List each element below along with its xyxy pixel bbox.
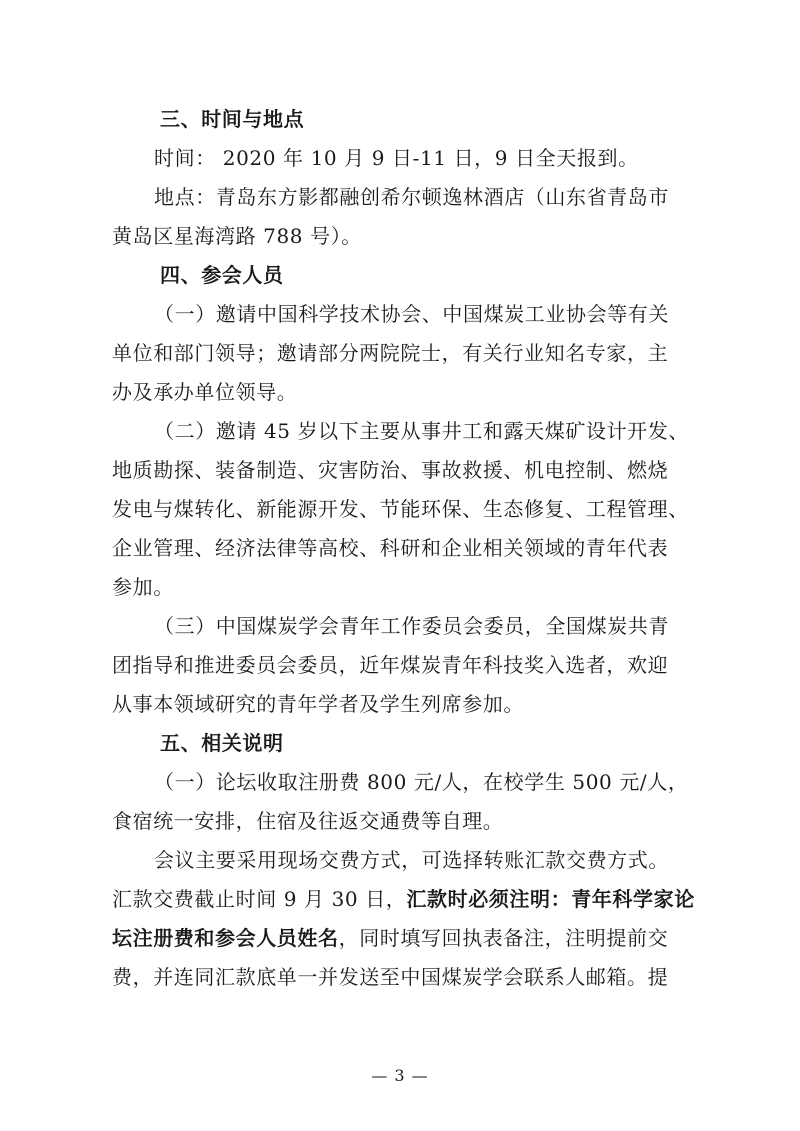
section-heading-time-location: 三、时间与地点	[160, 107, 305, 131]
paragraph-line: 费，并连同汇款底单一并发送至中国煤炭学会联系人邮箱。提	[112, 965, 669, 989]
paragraph-line: （一）邀请中国科学技术协会、中国煤炭工业协会等有关	[154, 302, 669, 326]
emphasis-text: 坛注册费和参会人员姓名	[112, 926, 339, 950]
paragraph-line: 从事本领域研究的青年学者及学生列席参加。	[112, 692, 524, 716]
paragraph-line: 企业管理、经济法律等高校、科研和企业相关领域的青年代表	[112, 536, 669, 560]
paragraph-line: （二）邀请 45 岁以下主要从事井工和露天煤矿设计开发、	[154, 419, 689, 443]
location-line-cont: 黄岛区星海湾路 788 号）。	[112, 224, 362, 248]
text-span: ，同时填写回执表备注，注明提前交	[338, 926, 669, 950]
section-heading-attendees: 四、参会人员	[160, 263, 284, 287]
paragraph-line: 食宿统一安排，住宿及往返交通费等自理。	[112, 809, 504, 833]
text-span: 汇款交费截止时间 9 月 30 日，	[112, 887, 407, 911]
section-heading-notes: 五、相关说明	[160, 731, 284, 755]
location-line: 地点：青岛东方影都融创希尔顿逸林酒店（山东省青岛市	[154, 185, 669, 209]
paragraph-line: （三）中国煤炭学会青年工作委员会委员，全国煤炭共青	[154, 614, 669, 638]
paragraph-line	[112, 919, 692, 958]
paragraph-line	[112, 880, 695, 919]
paragraph-line: 参加。	[112, 575, 174, 599]
page-body	[112, 100, 695, 997]
paragraph-line: 会议主要采用现场交费方式，可选择转账汇款交费方式。	[154, 848, 669, 872]
paragraph-line: 单位和部门领导；邀请部分两院院士，有关行业知名专家，主	[112, 341, 669, 365]
paragraph-line: 发电与煤转化、新能源开发、节能环保、生态修复、工程管理、	[112, 497, 689, 521]
time-line: 时间： 2020 年 10 月 9 日-11 日，9 日全天报到。	[154, 146, 639, 170]
paragraph-line: 地质勘探、装备制造、灾害防治、事故救援、机电控制、燃烧	[112, 458, 669, 482]
paragraph-line: 办及承办单位领导。	[112, 380, 298, 404]
emphasis-text: 汇款时必须注明：青年科学家论	[406, 887, 695, 911]
paragraph-line: 团指导和推进委员会委员，近年煤炭青年科技奖入选者，欢迎	[112, 653, 669, 677]
paragraph-line: （一）论坛收取注册费 800 元/人，在校学生 500 元/人，	[154, 770, 689, 794]
page-number: — 3 —	[371, 1066, 429, 1085]
